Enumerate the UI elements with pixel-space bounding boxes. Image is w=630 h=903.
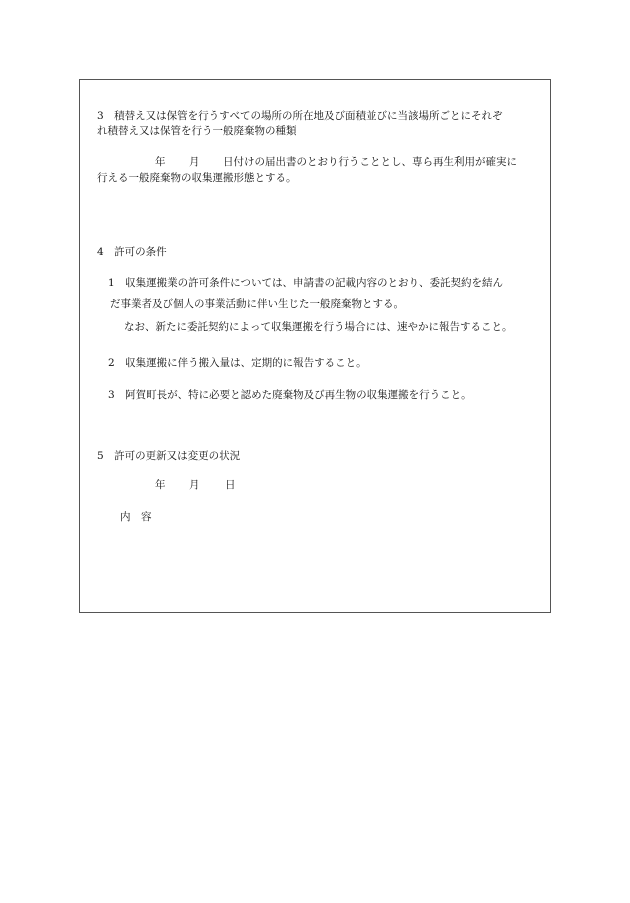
- section4-item1-line3: なお、新たに委託契約によって収集運搬を行う場合には、速やかに報告すること。: [124, 321, 513, 333]
- section3-body-line2: 行える一般廃棄物の収集運搬形態とする。: [97, 172, 297, 184]
- section4-heading: 4 許可の条件: [97, 246, 167, 258]
- section3-date-month: 月: [189, 156, 200, 168]
- section3-heading-line1: 3 積替え又は保管を行うすべての場所の所在地及び面積並びに当該場所ごとにそれぞ: [97, 110, 503, 122]
- section5-date-month: 月: [189, 479, 200, 491]
- section5-date-year: 年: [155, 479, 166, 491]
- section3-date-rest: 日付けの届出書のとおり行うこととし、専ら再生利用が確実に: [223, 156, 517, 168]
- section4-item1-line1: 1 収集運搬業の許可条件については、申請書の記載内容のとおり、委託契約を結ん: [108, 277, 503, 289]
- section5-heading: 5 許可の更新又は変更の状況: [97, 450, 241, 462]
- section5-content-label: 内 容: [120, 511, 152, 523]
- section4-item1-line2: だ事業者及び個人の事業活動に伴い生じた一般廃棄物とする。: [110, 298, 404, 310]
- section5-date-day: 日: [225, 479, 236, 491]
- section3-date-year: 年: [155, 156, 166, 168]
- section4-item3: 3 阿賀町長が、特に必要と認めた廃棄物及び再生物の収集運搬を行うこと。: [108, 389, 472, 401]
- section4-item2: 2 収集運搬に伴う搬入量は、定期的に報告すること。: [108, 357, 367, 369]
- section3-heading-line2: れ積替え又は保管を行う一般廃棄物の種類: [97, 125, 297, 137]
